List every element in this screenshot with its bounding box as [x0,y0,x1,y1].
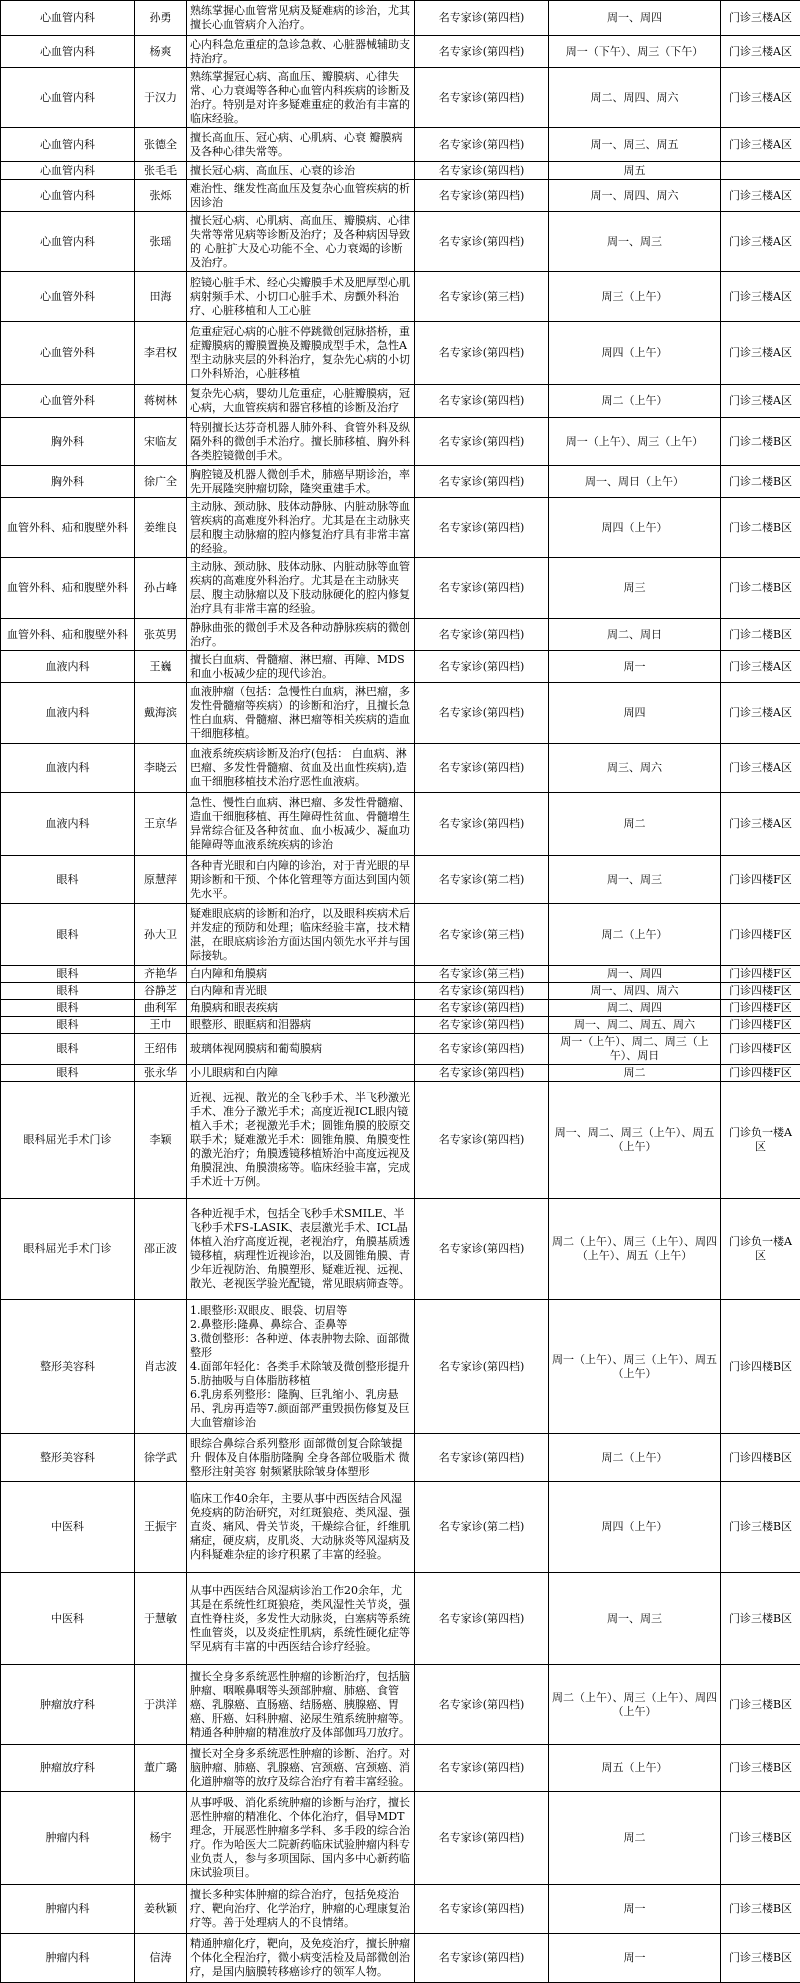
specialty-cell: 擅长白血病、骨髓瘤、淋巴瘤、再障、MDS和血小板减少症的现代诊治。 [187,651,415,683]
schedule-days-cell: 周一、周三、周五 [549,128,721,162]
dept-cell: 心血管外科 [1,385,135,418]
location-cell: 门诊三楼B区 [721,1482,800,1573]
location-cell: 门诊四楼F区 [721,966,800,983]
dept-cell: 心血管内科 [1,162,135,180]
dept-cell: 整形美容科 [1,1434,135,1482]
location-cell: 门诊四楼F区 [721,983,800,1000]
dept-cell: 肿瘤内科 [1,1885,135,1934]
table-row [1,1573,800,1665]
clinic-type-cell: 名专家诊(第四档) [415,498,549,558]
table-row [1,1885,800,1934]
dept-cell: 眼科 [1,904,135,966]
table-row [1,1082,800,1199]
doctor-name-cell: 李晓云 [135,744,187,793]
clinic-type-cell: 名专家诊(第四档) [415,744,549,793]
doctor-name-cell: 孙占峰 [135,558,187,619]
dept-cell: 整形美容科 [1,1300,135,1434]
doctor-name-cell: 孙勇 [135,1,187,36]
doctor-name-cell: 邵正波 [135,1199,187,1300]
table-row [1,983,800,1000]
table-row [1,1745,800,1792]
table-row [1,744,800,793]
dept-cell: 肿瘤放疗科 [1,1665,135,1745]
clinic-type-cell: 名专家诊(第四档) [415,793,549,856]
clinic-type-cell: 名专家诊(第四档) [415,68,549,128]
dept-cell: 眼科 [1,1065,135,1082]
specialty-cell: 从事中西医结合风湿病诊治工作20余年，尤其是在系统性红斑狼疮，类风湿性关节炎，强直性脊柱炎，多发性大动脉炎，白塞病等系统性血管炎，以及炎症性肌病，系统性硬化症等罕见病有丰富的中西医结合诊疗经验。 [187,1573,415,1665]
dept-cell: 血管外科、疝和腹壁外科 [1,498,135,558]
dept-cell: 心血管内科 [1,68,135,128]
schedule-days-cell: 周一（上午）、周二、周三（上午）、周日 [549,1034,721,1065]
table-row [1,1934,800,1983]
location-cell: 门诊三楼A区 [721,683,800,744]
table-row [1,1034,800,1065]
location-cell: 门诊三楼A区 [721,68,800,128]
doctor-name-cell: 徐广全 [135,466,187,498]
clinic-type-cell: 名专家诊(第三档) [415,904,549,966]
clinic-type-cell: 名专家诊(第四档) [415,1792,549,1885]
location-cell: 门诊三楼B区 [721,1745,800,1792]
clinic-type-cell: 名专家诊(第三档) [415,966,549,983]
doctor-name-cell: 杨宇 [135,1792,187,1885]
doctor-name-cell: 戴海滨 [135,683,187,744]
table-row [1,322,800,385]
doctor-name-cell: 于慧敏 [135,1573,187,1665]
specialty-cell: 白内障和角膜病 [187,966,415,983]
schedule-days-cell: 周四（上午） [549,322,721,385]
clinic-type-cell: 名专家诊(第四档) [415,1665,549,1745]
clinic-type-cell: 名专家诊(第四档) [415,683,549,744]
dept-cell: 血管外科、疝和腹壁外科 [1,558,135,619]
clinic-type-cell: 名专家诊(第二档) [415,1482,549,1573]
schedule-days-cell: 周一 [549,1934,721,1983]
doctor-name-cell: 王振宇 [135,1482,187,1573]
location-cell: 门诊二楼B区 [721,498,800,558]
table-row [1,418,800,466]
dept-cell: 肿瘤放疗科 [1,1745,135,1792]
doctor-name-cell: 田海 [135,272,187,322]
clinic-type-cell: 名专家诊(第二档) [415,856,549,904]
specialty-cell: 精通肿瘤化疗，靶向，及免疫治疗，擅长肿瘤个体化全程治疗，微小病变活检及局部微创治疗，是国内脑膜转移癌诊疗的领军人物。 [187,1934,415,1983]
location-cell: 门诊三楼B区 [721,1573,800,1665]
table-row [1,128,800,162]
table-row [1,1065,800,1082]
clinic-type-cell: 名专家诊(第四档) [415,36,549,68]
clinic-type-cell: 名专家诊(第四档) [415,180,549,212]
schedule-days-cell: 周二 [549,793,721,856]
table-row [1,68,800,128]
table-row [1,966,800,983]
schedule-days-cell: 周二 [549,1065,721,1082]
table-row [1,1199,800,1300]
schedule-days-cell: 周一、周四、周六 [549,180,721,212]
table-row [1,1300,800,1434]
specialty-cell: 胸腔镜及机器人微创手术，肺癌早期诊治，率先开展隆突肿瘤切除，隆突重建手术。 [187,466,415,498]
schedule-days-cell: 周二（上午） [549,1434,721,1482]
doctor-name-cell: 信涛 [135,1934,187,1983]
schedule-days-cell: 周一（上午）、周三（上午） [549,418,721,466]
dept-cell: 心血管内科 [1,212,135,272]
doctor-name-cell: 张永华 [135,1065,187,1082]
table-row [1,162,800,180]
dept-cell: 眼科屈光手术门诊 [1,1199,135,1300]
specialty-cell: 血液肿瘤（包括：急慢性白血病，淋巴瘤，多发性骨髓瘤等疾病）的诊断和治疗，且擅长急性白血病、骨髓瘤、淋巴瘤等相关疾病的造血干细胞移植。 [187,683,415,744]
location-cell: 门诊三楼B区 [721,1665,800,1745]
specialty-cell: 主动脉、颈动脉、肢体动脉、内脏动脉等血管疾病的高难度外科治疗。尤其是在主动脉夹层、腹主动脉瘤以及下肢动脉硬化的腔内修复治疗具有非常丰富的经验。 [187,558,415,619]
specialty-cell: 从事呼吸、消化系统肿瘤的诊断与治疗，擅长恶性肿瘤的精准化、个体化治疗，倡导MDT理念，开展恶性肿瘤多学科、多手段的综合治疗。作为哈医大二院新药临床试验肿瘤内科专业负责人，参与多项国际、国内多中心新药临床试验项目。 [187,1792,415,1885]
specialty-cell: 特别擅长达芬奇机器人肺外科、食管外科及纵隔外科的微创手术治疗。擅长肺移植、胸外科各类腔镜微创手术。 [187,418,415,466]
schedule-days-cell: 周一、周四、周六 [549,983,721,1000]
location-cell: 门诊三楼B区 [721,1792,800,1885]
location-cell: 门诊三楼B区 [721,1885,800,1934]
dept-cell: 血液内科 [1,793,135,856]
location-cell: 门诊二楼B区 [721,418,800,466]
dept-cell: 眼科 [1,983,135,1000]
schedule-days-cell: 周三（上午） [549,272,721,322]
dept-cell: 眼科 [1,1000,135,1017]
schedule-days-cell: 周一、周日（上午） [549,466,721,498]
dept-cell: 血液内科 [1,744,135,793]
schedule-days-cell: 周二（上午）、周三（上午）、周四（上午）、周五（上午） [549,1199,721,1300]
clinic-type-cell: 名专家诊(第三档) [415,272,549,322]
clinic-type-cell: 名专家诊(第四档) [415,1034,549,1065]
doctor-name-cell: 原慧萍 [135,856,187,904]
location-cell: 门诊三楼A区 [721,744,800,793]
location-cell: 门诊三楼B区 [721,1934,800,1983]
specialty-cell: 熟练掌握心血管常见病及疑难病的诊治，尤其擅长心血管病介入治疗。 [187,1,415,36]
doctor-name-cell: 姜秋颖 [135,1885,187,1934]
clinic-type-cell: 名专家诊(第四档) [415,1934,549,1983]
schedule-days-cell: 周四 [549,683,721,744]
schedule-days-cell: 周四（上午） [549,1482,721,1573]
clinic-type-cell: 名专家诊(第四档) [415,1573,549,1665]
doctor-name-cell: 孙大卫 [135,904,187,966]
table-row [1,180,800,212]
specialty-cell: 静脉曲张的微创手术及各种动静脉疾病的微创治疗。 [187,619,415,651]
specialty-cell: 擅长全身多系统恶性肿瘤的诊断治疗，包括脑肿瘤、咽喉鼻咽等头颈部肿瘤、肺癌、食管癌、乳腺癌、直肠癌、结肠癌、胰腺癌、胃癌、肝癌、妇科肿瘤、泌尿生殖系统肿瘤等。精通各种肿瘤的精准放疗及体部伽玛刀放疗。 [187,1665,415,1745]
schedule-days-cell: 周二（上午） [549,904,721,966]
schedule-days-cell: 周五（上午） [549,1745,721,1792]
doctor-name-cell: 张烁 [135,180,187,212]
specialty-cell: 1.眼整形:双眼皮、眼袋、切眉等 2.鼻整形:隆鼻、鼻综合、歪鼻等 3.微创整形：各种逆、体表肿物去除、面部微整形 4.面部年轻化：各类手术除皱及微创整形提升 5.肪抽吸与自体脂肪移植 6.乳房系列整形：隆胸、巨乳缩小、乳房悬吊、乳房再造等7.颜面部严重毁损伤修复及巨大血管瘤诊治 [187,1300,415,1434]
schedule-days-cell: 周一、周三 [549,856,721,904]
specialty-cell: 各种青光眼和白内障的诊治，对于青光眼的早期诊断和干预、个体化管理等方面达到国内领先水平。 [187,856,415,904]
specialty-cell: 擅长冠心病、高血压、心衰的诊治 [187,162,415,180]
schedule-days-cell: 周二（上午） [549,385,721,418]
doctor-name-cell: 李颖 [135,1082,187,1199]
doctor-name-cell: 董广璐 [135,1745,187,1792]
dept-cell: 心血管内科 [1,1,135,36]
dept-cell: 心血管外科 [1,272,135,322]
table-row [1,36,800,68]
location-cell: 门诊负一楼A区 [721,1199,800,1300]
specialty-cell: 角膜病和眼表疾病 [187,1000,415,1017]
specialty-cell: 擅长高血压、冠心病、心肌病、心衰 瓣膜病及各种心律失常等。 [187,128,415,162]
clinic-type-cell: 名专家诊(第四档) [415,1885,549,1934]
location-cell: 门诊三楼A区 [721,36,800,68]
dept-cell: 中医科 [1,1573,135,1665]
location-cell: 门诊三楼A区 [721,1,800,36]
dept-cell: 血管外科、疝和腹壁外科 [1,619,135,651]
doctor-name-cell: 齐艳华 [135,966,187,983]
dept-cell: 眼科 [1,856,135,904]
specialty-cell: 玻璃体视网膜病和葡萄膜病 [187,1034,415,1065]
table-row [1,385,800,418]
dept-cell: 眼科 [1,966,135,983]
clinic-type-cell: 名专家诊(第四档) [415,1000,549,1017]
specialty-cell: 难治性、继发性高血压及复杂心血管疾病的析因诊治 [187,180,415,212]
clinic-type-cell: 名专家诊(第四档) [415,1745,549,1792]
clinic-type-cell: 名专家诊(第四档) [415,558,549,619]
location-cell: 门诊二楼B区 [721,558,800,619]
clinic-type-cell: 名专家诊(第四档) [415,1017,549,1034]
table-row [1,856,800,904]
table-row [1,904,800,966]
doctor-name-cell: 曲利军 [135,1000,187,1017]
table-row [1,1,800,36]
dept-cell: 胸外科 [1,466,135,498]
doctor-name-cell: 张德全 [135,128,187,162]
table-row [1,683,800,744]
schedule-days-cell: 周一 [549,651,721,683]
schedule-days-cell: 周二、周四 [549,1000,721,1017]
location-cell: 门诊四楼F区 [721,1017,800,1034]
specialty-cell: 血液系统疾病诊断及治疗(包括： 白血病、淋巴瘤、多发性骨髓瘤、贫血及出血性疾病),造血干细胞移植技术治疗恶性血液病。 [187,744,415,793]
schedule-days-cell: 周二 [549,1792,721,1885]
schedule-days-cell: 周一、周三 [549,1573,721,1665]
dept-cell: 眼科屈光手术门诊 [1,1082,135,1199]
table-row [1,1000,800,1017]
specialty-cell: 近视、远视、散光的全飞秒手术、半飞秒激光手术、准分子激光手术；高度近视ICL眼内镜植入手术；老视激光手术；圆锥角膜的胶原交联手术；疑难激光手术：圆锥角膜、角膜变性的激光治疗；角膜透镜移植矫治中高度远视及角膜混浊、角膜溃疡等。临床经验丰富，完成手术近十万例。 [187,1082,415,1199]
specialty-cell: 眼整形、眼眶病和泪器病 [187,1017,415,1034]
location-cell: 门诊负一楼A区 [721,1082,800,1199]
table-row [1,498,800,558]
table-row [1,619,800,651]
doctor-name-cell: 李君权 [135,322,187,385]
table-body [1,1,800,1983]
schedule-days-cell: 周三、周六 [549,744,721,793]
location-cell: 门诊四楼F区 [721,904,800,966]
specialty-cell: 危重症冠心病的心脏不停跳微创冠脉搭桥，重症瓣膜病的瓣膜置换及瓣膜成型手术，急性A型主动脉夹层的外科治疗，复杂先心病的小切口外科矫治，心脏移植 [187,322,415,385]
schedule-days-cell: 周一、周二、周五、周六 [549,1017,721,1034]
clinic-type-cell: 名专家诊(第四档) [415,128,549,162]
location-cell: 门诊四楼F区 [721,1065,800,1082]
specialty-cell: 主动脉、颈动脉、肢体动静脉、内脏动脉等血管疾病的高难度外科治疗。尤其是在主动脉夹层和腹主动脉瘤的腔内修复治疗具有非常丰富的经验。 [187,498,415,558]
clinic-type-cell: 名专家诊(第四档) [415,418,549,466]
specialty-cell: 复杂先心病，婴幼儿危重症，心脏瓣膜病，冠心病，大血管疾病和器官移植的诊断及治疗 [187,385,415,418]
specialty-cell: 急性、慢性白血病、淋巴瘤、多发性骨髓瘤、造血干细胞移植、再生障碍性贫血、骨髓增生异常综合征及各种贫血、血小板减少、凝血功能障碍等血液系统疾病的诊治 [187,793,415,856]
dept-cell: 心血管内科 [1,180,135,212]
clinic-type-cell: 名专家诊(第四档) [415,983,549,1000]
clinic-type-cell: 名专家诊(第四档) [415,1082,549,1199]
location-cell: 门诊四楼F区 [721,856,800,904]
dept-cell: 血液内科 [1,683,135,744]
doctor-name-cell: 于汉力 [135,68,187,128]
dept-cell: 中医科 [1,1482,135,1573]
location-cell: 门诊四楼F区 [721,1034,800,1065]
doctor-name-cell: 徐学武 [135,1434,187,1482]
table-row [1,1017,800,1034]
schedule-days-cell: 周三 [549,558,721,619]
table-row [1,1665,800,1745]
schedule-days-cell: 周一、周四 [549,1,721,36]
clinic-type-cell: 名专家诊(第四档) [415,212,549,272]
location-cell: 门诊二楼B区 [721,466,800,498]
specialty-cell: 腔镜心脏手术、经心尖瓣膜手术及肥厚型心肌病射频手术、小切口心脏手术、房颤外科治疗、心脏移植和人工心脏 [187,272,415,322]
dept-cell: 眼科 [1,1034,135,1065]
table-row [1,1434,800,1482]
doctor-name-cell: 张瑶 [135,212,187,272]
doctor-name-cell: 蒋树林 [135,385,187,418]
specialty-cell: 疑难眼底病的诊断和治疗，以及眼科疾病术后并发症的预防和处理；临床经验丰富，技术精湛，在眼底病诊治方面达国内领先水平并与国际接轨。 [187,904,415,966]
schedule-days-cell: 周二、周四、周六 [549,68,721,128]
specialty-cell: 小儿眼病和白内障 [187,1065,415,1082]
dept-cell: 血液内科 [1,651,135,683]
dept-cell: 肿瘤内科 [1,1934,135,1983]
dept-cell: 眼科 [1,1017,135,1034]
table-row [1,272,800,322]
clinic-type-cell: 名专家诊(第四档) [415,322,549,385]
schedule-days-cell: 周五 [549,162,721,180]
location-cell: 门诊三楼A区 [721,128,800,162]
schedule-days-cell: 周四（上午） [549,498,721,558]
location-cell: 门诊三楼A区 [721,322,800,385]
schedule-days-cell: 周一（下午）、周三（下午） [549,36,721,68]
clinic-type-cell: 名专家诊(第四档) [415,466,549,498]
table-row [1,212,800,272]
specialty-cell: 擅长对全身多系统恶性肿瘤的诊断、治疗。对脑肿瘤、肺癌、乳腺癌、宫颈癌、宫颈癌、消化道肿瘤等的放疗及综合治疗有着丰富经验。 [187,1745,415,1792]
location-cell: 门诊三楼A区 [721,385,800,418]
clinic-type-cell: 名专家诊(第四档) [415,1199,549,1300]
schedule-days-cell: 周二（上午）、周三（上午）、周四（上午） [549,1665,721,1745]
specialty-cell: 临床工作40余年，主要从事中西医结合风湿免疫病的防治研究，对红斑狼疮、类风湿、强直炎、痛风、骨关节炎，干燥综合征，纤维肌痛症，硬皮病，皮肌炎、大动脉炎等风湿病及内科疑难杂症的诊疗积累了丰富的经验。 [187,1482,415,1573]
doctor-name-cell: 张毛毛 [135,162,187,180]
table-row [1,793,800,856]
doctor-name-cell: 王京华 [135,793,187,856]
doctor-name-cell: 王巾 [135,1017,187,1034]
location-cell: 门诊三楼A区 [721,272,800,322]
specialty-cell: 擅长多种实体肿瘤的综合治疗，包括免疫治疗、靶向治疗、化学治疗，肿瘤的心理康复治疗等。善于处理病人的不良情绪。 [187,1885,415,1934]
specialty-cell: 熟练掌握冠心病、高血压、瓣膜病、心律失常、心力衰竭等各种心血管内科疾病的诊断及治疗。特别是对许多疑难重症的救治有丰富的临床经验。 [187,68,415,128]
dept-cell: 心血管外科 [1,322,135,385]
location-cell: 门诊三楼A区 [721,651,800,683]
table-row [1,558,800,619]
clinic-type-cell: 名专家诊(第四档) [415,162,549,180]
clinic-type-cell: 名专家诊(第四档) [415,619,549,651]
location-cell: 门诊三楼A区 [721,180,800,212]
doctor-name-cell: 王绍伟 [135,1034,187,1065]
table-row [1,651,800,683]
doctor-name-cell: 于洪洋 [135,1665,187,1745]
clinic-type-cell: 名专家诊(第四档) [415,1434,549,1482]
location-cell [721,162,800,180]
specialty-cell: 心内科急危重症的急诊急救、心脏器械辅助支持治疗。 [187,36,415,68]
specialty-cell: 白内障和青光眼 [187,983,415,1000]
schedule-days-cell: 周一、周二、周三（上午）、周五（上午） [549,1082,721,1199]
doctor-name-cell: 肖志波 [135,1300,187,1434]
table-row [1,1482,800,1573]
clinic-type-cell: 名专家诊(第四档) [415,651,549,683]
doctor-name-cell: 张英男 [135,619,187,651]
location-cell: 门诊二楼B区 [721,619,800,651]
specialty-cell: 擅长冠心病、心肌病、高血压、瓣膜病、心律失常等常见病等诊断及治疗；及各种病因导致的 心脏扩大及心功能不全、心力衰竭的诊断及治疗。 [187,212,415,272]
clinic-type-cell: 名专家诊(第四档) [415,1,549,36]
dept-cell: 胸外科 [1,418,135,466]
doctor-name-cell: 宋临友 [135,418,187,466]
dept-cell: 心血管内科 [1,128,135,162]
doctor-name-cell: 王巍 [135,651,187,683]
table-row [1,1792,800,1885]
schedule-days-cell: 周一（上午）、周三（上午）、周五（上午） [549,1300,721,1434]
schedule-days-cell: 周一、周三 [549,212,721,272]
clinic-type-cell: 名专家诊(第四档) [415,1300,549,1434]
clinic-type-cell: 名专家诊(第四档) [415,385,549,418]
location-cell: 门诊三楼A区 [721,793,800,856]
dept-cell: 心血管内科 [1,36,135,68]
specialty-cell: 各种近视手术，包括全飞秒手术SMILE、半飞秒手术FS-LASIK、表层激光手术、ICL晶体植入治疗高度近视，老视治疗，角膜基质透镜移植，病理性近视诊治，以及圆锥角膜、青少年近视防治、角膜塑形、疑难近视、远视、散光、老视医学验光配镜，常见眼病筛查等。 [187,1199,415,1300]
clinic-type-cell: 名专家诊(第四档) [415,1065,549,1082]
schedule-days-cell: 周一、周四 [549,966,721,983]
location-cell: 门诊三楼A区 [721,212,800,272]
schedule-days-cell: 周二、周日 [549,619,721,651]
schedule-days-cell: 周一 [549,1885,721,1934]
dept-cell: 肿瘤内科 [1,1792,135,1885]
location-cell: 门诊四楼B区 [721,1300,800,1434]
doctor-name-cell: 杨爽 [135,36,187,68]
location-cell: 门诊四楼B区 [721,1434,800,1482]
doctor-name-cell: 姜维良 [135,498,187,558]
location-cell: 门诊四楼F区 [721,1000,800,1017]
specialty-cell: 眼综合鼻综合系列整形 面部微创复合除皱提升 假体及自体脂肪隆胸 全身各部位吸脂术 微整形注射美容 射频紧肤除皱身体塑形 [187,1434,415,1482]
doctor-name-cell: 谷静芝 [135,983,187,1000]
table-row [1,466,800,498]
